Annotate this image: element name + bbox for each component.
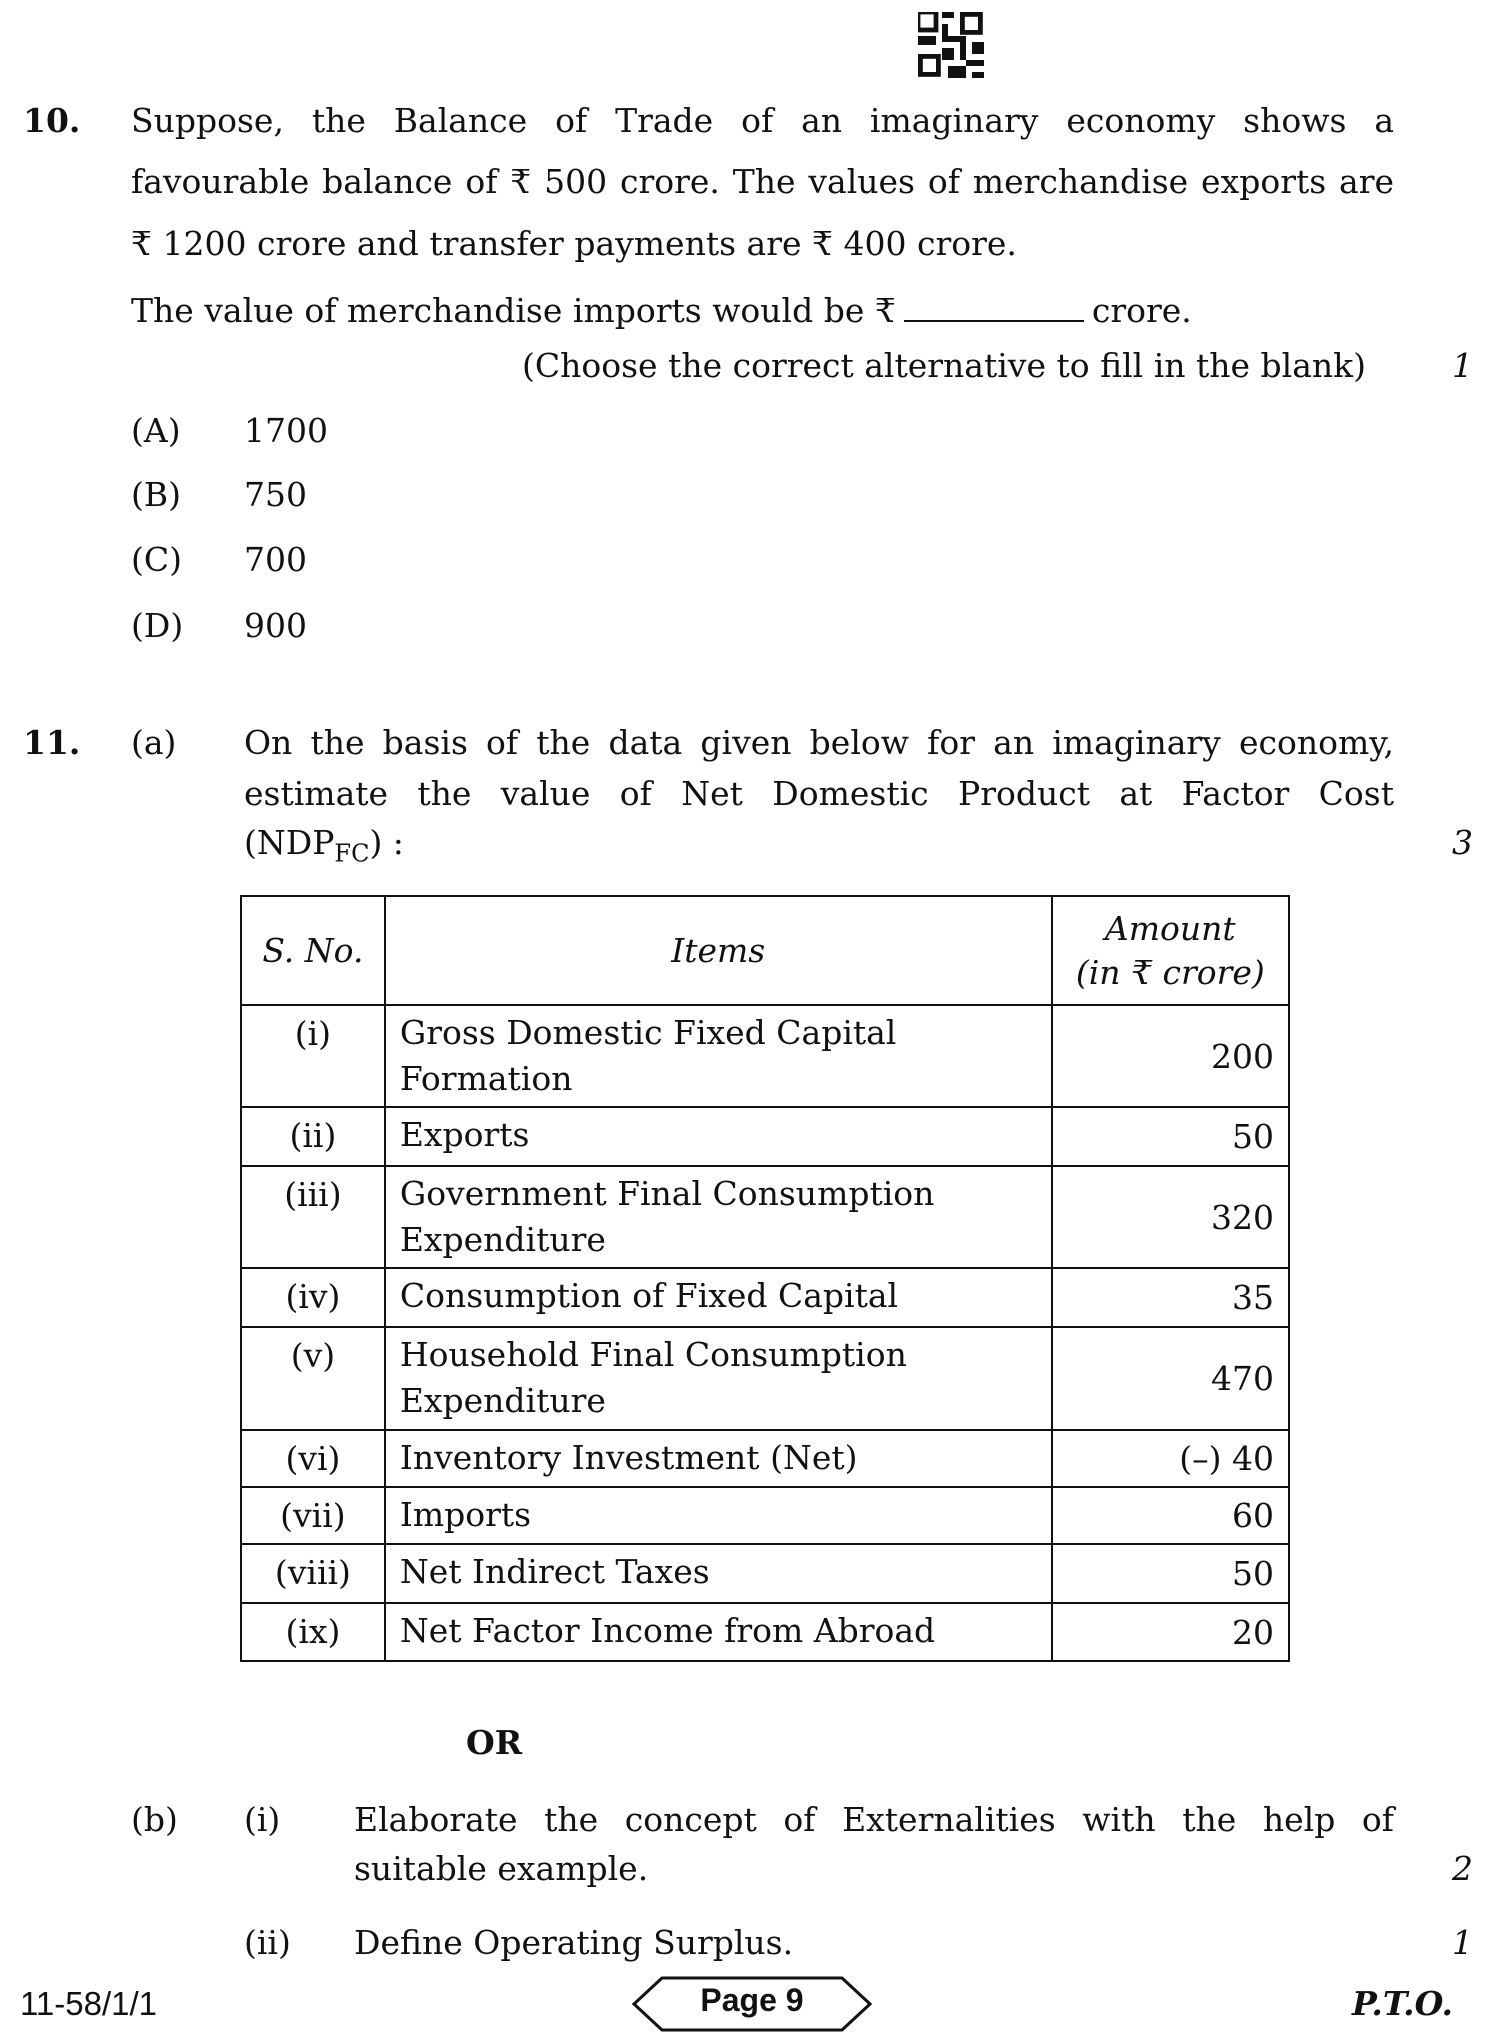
qr-code-icon bbox=[918, 12, 984, 78]
cell-sno: (vii) bbox=[241, 1487, 385, 1544]
blank-suffix: crore. bbox=[1091, 291, 1192, 330]
table-row bbox=[241, 1166, 1289, 1268]
page-number-badge bbox=[632, 1976, 872, 2032]
answer-blank bbox=[904, 294, 1084, 322]
question-text-line: Define Operating Surplus. bbox=[354, 1923, 794, 1962]
cell-item: Gross Domestic Fixed Capital Formation bbox=[385, 1005, 1052, 1107]
table-row bbox=[241, 1327, 1289, 1430]
header-amount bbox=[1052, 896, 1289, 1005]
data-table bbox=[240, 895, 1290, 1662]
abbr-text: (NDP bbox=[244, 823, 335, 862]
question-text-line: ₹ 1200 crore and transfer payments are ₹ 400 crore. bbox=[131, 224, 1017, 263]
question-text-line: Suppose, the Balance of Trade of an imaginary economy shows a bbox=[131, 101, 1394, 140]
option-value: 700 bbox=[244, 540, 307, 579]
cell-item: Net Factor Income from Abroad bbox=[385, 1603, 1052, 1661]
question-text-line: suitable example. bbox=[354, 1849, 649, 1888]
subpart-label: (ii) bbox=[244, 1923, 291, 1962]
question-text-line: Elaborate the concept of Externalities with the help of bbox=[354, 1800, 1394, 1839]
table-row bbox=[241, 1544, 1289, 1603]
marks: 3 bbox=[1452, 823, 1473, 862]
cell-amount: 50 bbox=[1052, 1107, 1289, 1166]
table-row bbox=[241, 1268, 1289, 1327]
cell-amount: 320 bbox=[1052, 1166, 1289, 1268]
cell-sno: (ix) bbox=[241, 1603, 385, 1661]
table-row bbox=[241, 1005, 1289, 1107]
instruction: (Choose the correct alternative to fill in the blank) bbox=[522, 346, 1366, 385]
paper-code: 11-58/1/1 bbox=[20, 1985, 157, 2022]
option-label: (B) bbox=[131, 475, 181, 514]
cell-item: Inventory Investment (Net) bbox=[385, 1430, 1052, 1487]
header-sno: S. No. bbox=[241, 896, 385, 1005]
or-separator: OR bbox=[466, 1723, 523, 1762]
cell-item: Household Final Consumption Expenditure bbox=[385, 1327, 1052, 1430]
cell-amount: 20 bbox=[1052, 1603, 1289, 1661]
option-label: (D) bbox=[131, 606, 184, 645]
option-value: 900 bbox=[244, 606, 307, 645]
cell-amount: 470 bbox=[1052, 1327, 1289, 1430]
page-number: Page 9 bbox=[700, 1982, 804, 2018]
cell-amount: (–) 40 bbox=[1052, 1430, 1289, 1487]
table-row bbox=[241, 1487, 1289, 1544]
question-text-line: estimate the value of Net Domestic Product at Factor Cost bbox=[244, 774, 1394, 813]
marks: 1 bbox=[1452, 346, 1473, 385]
marks: 2 bbox=[1452, 1849, 1473, 1888]
cell-sno: (iv) bbox=[241, 1268, 385, 1327]
blank-prefix: The value of merchandise imports would be ₹ bbox=[131, 291, 896, 330]
header-amount-title: Amount bbox=[1104, 908, 1236, 948]
question-text-line: favourable balance of ₹ 500 crore. The values of merchandise exports are bbox=[131, 162, 1394, 201]
cell-sno: (ii) bbox=[241, 1107, 385, 1166]
table-row bbox=[241, 1107, 1289, 1166]
abbr-subscript: FC bbox=[334, 839, 370, 868]
question-text-line: On the basis of the data given below for an imaginary economy, bbox=[244, 723, 1394, 762]
cell-sno: (i) bbox=[241, 1005, 385, 1107]
cell-item: Net Indirect Taxes bbox=[385, 1544, 1052, 1603]
cell-sno: (v) bbox=[241, 1327, 385, 1430]
fill-blank-line bbox=[131, 291, 1192, 331]
table-row bbox=[241, 1603, 1289, 1661]
cell-sno: (iii) bbox=[241, 1166, 385, 1268]
pto: P.T.O. bbox=[1352, 1984, 1453, 2023]
cell-sno: (viii) bbox=[241, 1544, 385, 1603]
table-row bbox=[241, 1430, 1289, 1487]
cell-sno: (vi) bbox=[241, 1430, 385, 1487]
cell-amount: 50 bbox=[1052, 1544, 1289, 1603]
cell-item: Consumption of Fixed Capital bbox=[385, 1268, 1052, 1327]
part-label: (b) bbox=[131, 1800, 178, 1839]
question-number: 11. bbox=[23, 723, 81, 762]
cell-amount: 35 bbox=[1052, 1268, 1289, 1327]
header-items: Items bbox=[385, 896, 1052, 1005]
header-amount-unit: (in ₹ crore) bbox=[1075, 952, 1265, 992]
option-value: 1700 bbox=[244, 411, 328, 450]
cell-amount: 60 bbox=[1052, 1487, 1289, 1544]
abbr-end: ) : bbox=[369, 823, 404, 862]
cell-item: Imports bbox=[385, 1487, 1052, 1544]
part-label: (a) bbox=[131, 723, 177, 762]
option-label: (C) bbox=[131, 540, 182, 579]
cell-amount: 200 bbox=[1052, 1005, 1289, 1107]
cell-item: Government Final Consumption Expenditure bbox=[385, 1166, 1052, 1268]
option-label: (A) bbox=[131, 411, 181, 450]
option-value: 750 bbox=[244, 475, 307, 514]
abbreviation bbox=[244, 823, 404, 874]
subpart-label: (i) bbox=[244, 1800, 281, 1839]
cell-item: Exports bbox=[385, 1107, 1052, 1166]
marks: 1 bbox=[1452, 1923, 1473, 1962]
question-number: 10. bbox=[23, 101, 81, 140]
